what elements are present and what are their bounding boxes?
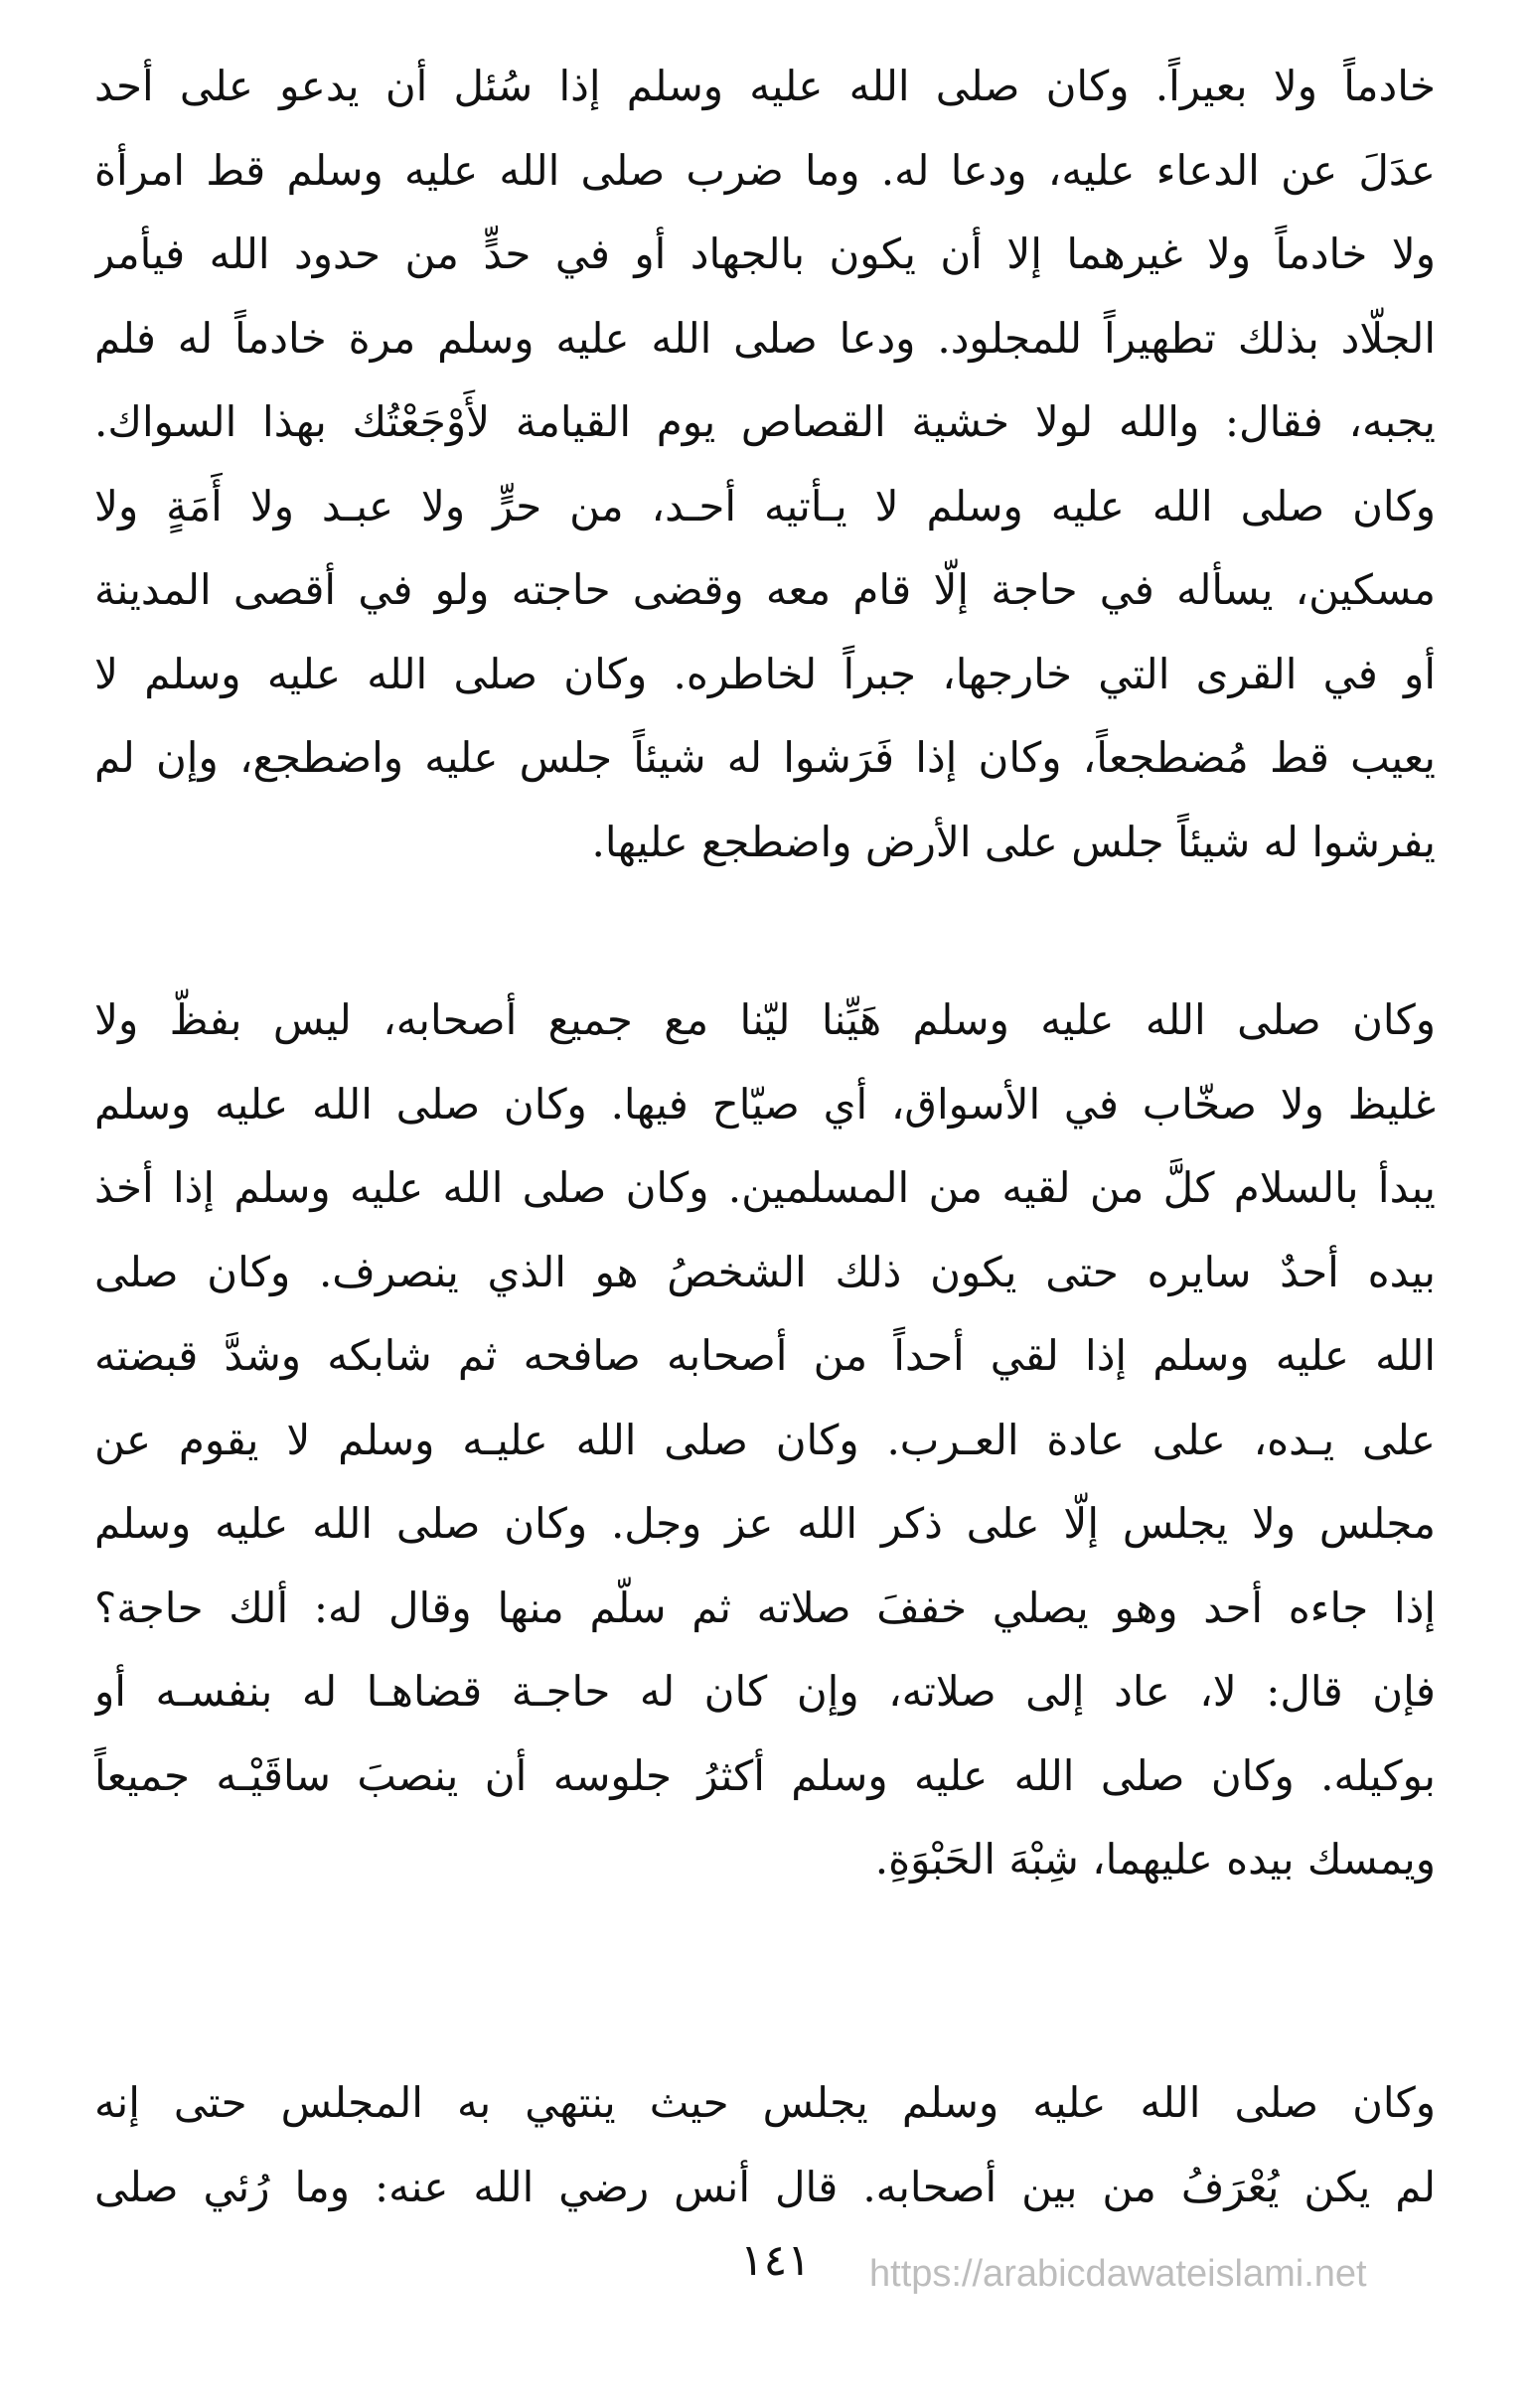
text-line: مجلس ولا يجلس إلّا على ذكر الله عز وجل. وكان صلى الله عليه وسلم — [94, 1499, 1436, 1548]
text-line: بوكيله. وكان صلى الله عليه وسلم أكثرُ جلوسه أن ينصبَ ساقَيْـه جميعاً — [94, 1750, 1436, 1800]
text-line: بيده أحدٌ سايره حتى يكون ذلك الشخصُ هو الذي ينصرف. وكان صلى — [94, 1247, 1436, 1296]
text-line: مسكين، يسأله في حاجة إلّا قام معه وقضى حاجته ولو في أقصى المدينة — [94, 565, 1436, 614]
text-line: عدَلَ عن الدعاء عليه، ودعا له. وما ضرب صلى الله عليه وسلم قط امرأة — [94, 145, 1436, 195]
watermark-url: https://arabicdawateislami.net — [869, 2253, 1367, 2295]
text-line: على يـده، على عادة العـرب. وكان صلى الله عليـه وسلم لا يقوم عن — [94, 1415, 1436, 1464]
text-line: وكان صلى الله عليه وسلم هَيِّنا ليّنا مع جميع أصحابه، ليس بفظّ ولا — [94, 995, 1436, 1044]
paragraph-3 — [94, 2061, 1436, 2229]
text-line: يجبه، فقال: والله لولا خشية القصاص يوم القيامة لأَوْجَعْتُك بهذا السواك. — [94, 397, 1436, 446]
text-line: ولا خادماً ولا غيرهما إلا أن يكون بالجهاد أو في حدٍّ من حدود الله فيأمر — [94, 229, 1436, 278]
text-line: إذا جاءه أحد وهو يصلي خففَ صلاته ثم سلّم منها وقال له: ألك حاجة؟ — [94, 1582, 1436, 1632]
text-line: لم يكن يُعْرَفُ من بين أصحابه. قال أنس رضي الله عنه: وما رُئي صلى — [94, 2162, 1436, 2211]
paragraph-2 — [94, 978, 1436, 1902]
text-line: ويمسك بيده عليهما، شِبْهَ الحَبْوَةِ. — [874, 1835, 1436, 1883]
text-line: يبدأ بالسلام كلَّ من لقيه من المسلمين. وكان صلى الله عليه وسلم إذا أخذ — [94, 1163, 1436, 1212]
text-line: وكان صلى الله عليه وسلم لا يـأتيه أحـد، من حرٍّ ولا عبـد ولا أَمَةٍ ولا — [94, 481, 1436, 530]
text-line: الجلّاد بذلك تطهيراً للمجلود. ودعا صلى الله عليه وسلم مرة خادماً له فلم — [94, 313, 1436, 363]
paragraph-1 — [94, 45, 1436, 884]
text-line: يعيب قط مُضطجعاً، وكان إذا فَرَشوا له شيئاً جلس عليه واضطجع، وإن لم — [94, 733, 1436, 782]
text-line: غليظ ولا صخّاب في الأسواق، أي صيّاح فيها. وكان صلى الله عليه وسلم — [94, 1079, 1436, 1129]
text-line: أو في القرى التي خارجها، جبراً لخاطره. وكان صلى الله عليه وسلم لا — [94, 649, 1436, 698]
text-line: يفرشوا له شيئاً جلس على الأرض واضطجع عليها. — [591, 817, 1436, 866]
text-line: الله عليه وسلم إذا لقي أحداً من أصحابه صافحه ثم شابكه وشدَّ قبضته — [94, 1331, 1436, 1380]
text-line: خادماً ولا بعيراً. وكان صلى الله عليه وسلم إذا سُئل أن يدعو على أحد — [94, 62, 1436, 110]
text-line: وكان صلى الله عليه وسلم يجلس حيث ينتهي به المجلس حتى إنه — [94, 2078, 1436, 2127]
page-number: ١٤١ — [740, 2235, 811, 2286]
text-line: فإن قال: لا، عاد إلى صلاته، وإن كان له حاجـة قضاهـا له بنفسـه أو — [94, 1667, 1436, 1716]
